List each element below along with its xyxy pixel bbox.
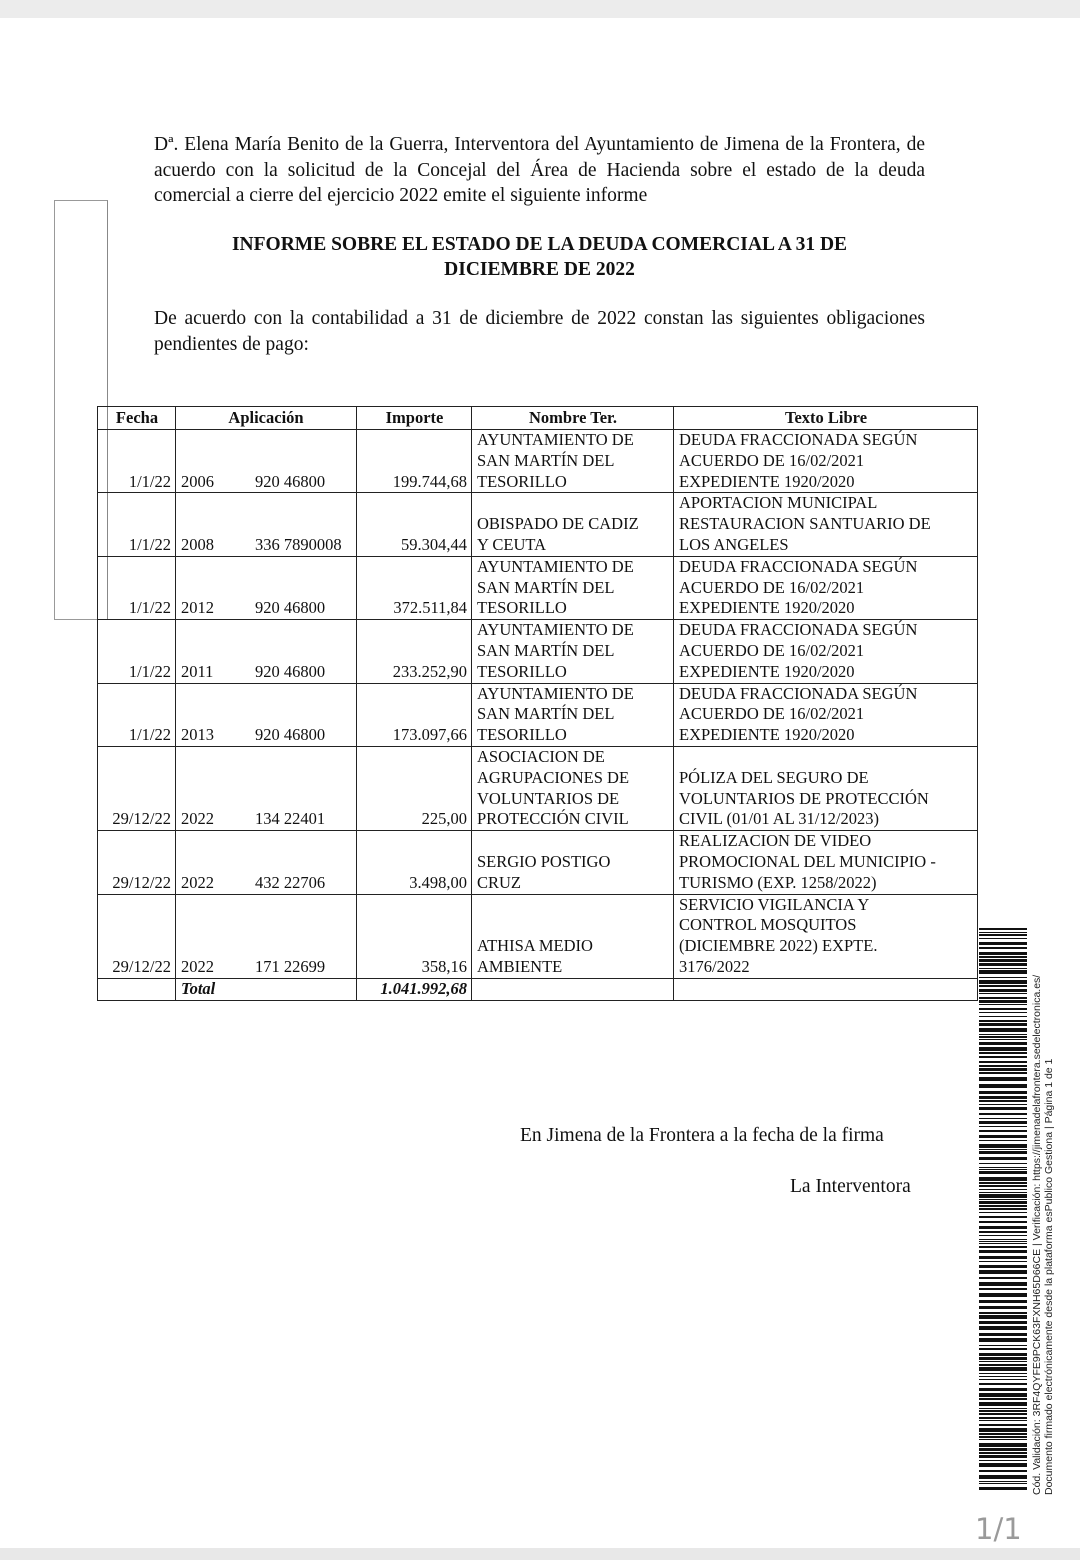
barcode-bar <box>979 1157 1027 1160</box>
barcode-bar <box>979 1189 1027 1190</box>
cell-aplicacion-year: 2008 <box>181 534 214 554</box>
cell-aplicacion-year: 2006 <box>181 471 214 491</box>
barcode-bar <box>979 1194 1027 1198</box>
barcode-bar <box>979 1130 1027 1132</box>
cell-fecha: 1/1/22 <box>98 556 176 619</box>
page-gap <box>0 1548 1080 1560</box>
barcode-bar <box>979 1241 1027 1242</box>
barcode-bar <box>979 1091 1027 1094</box>
cell-texto-line: VOLUNTARIOS DE PROTECCIÓN <box>679 788 929 808</box>
barcode-bar <box>979 956 1027 958</box>
barcode-bar <box>979 1373 1027 1374</box>
barcode-bar <box>979 1140 1027 1141</box>
cell-importe: 233.252,90 <box>357 620 472 683</box>
header-texto: Texto Libre <box>674 407 978 430</box>
barcode-bar <box>979 1221 1027 1223</box>
barcode-bar <box>979 1439 1027 1440</box>
page-indicator: 1/1 <box>975 1512 1022 1546</box>
cell-nombre-line: VOLUNTARIOS DE <box>477 788 620 808</box>
cell-texto-line: EXPEDIENTE 1920/2020 <box>679 598 855 618</box>
table-row <box>98 831 978 894</box>
barcode-bar <box>979 1036 1027 1038</box>
cell-aplicacion <box>176 430 357 493</box>
verification-line2: Documento firmado electrónicamente desde la plataforma esPublico Gestiona | Página 1 de 1 <box>1042 1058 1055 1495</box>
barcode-bar <box>979 1056 1027 1058</box>
total-label: Total <box>176 978 357 1000</box>
barcode-bar <box>979 1012 1027 1013</box>
cell-aplicacion-code: 920 46800 <box>255 471 326 491</box>
barcode-bar <box>979 1239 1027 1240</box>
barcode-bar <box>979 1028 1027 1032</box>
cell-texto-line: ACUERDO DE 16/02/2021 <box>679 704 865 724</box>
barcode-bar <box>979 1388 1027 1391</box>
cell-texto-line: RESTAURACION SANTUARIO DE <box>679 514 931 534</box>
barcode-bar <box>979 997 1027 999</box>
cell-aplicacion <box>176 831 357 894</box>
cell-nombre-line: TESORILLO <box>477 661 567 681</box>
pending-obligations-paragraph: De acuerdo con la contabilidad a 31 de diciembre de 2022 constan las siguientes obligaciones pendientes de pago: <box>154 308 925 355</box>
cell-aplicacion-year: 2011 <box>181 661 214 681</box>
barcode-bar <box>979 1246 1027 1248</box>
barcode-bar <box>979 1052 1027 1054</box>
barcode-bar <box>979 1034 1027 1035</box>
cell-texto-line: APORTACION MUNICIPAL <box>679 493 878 513</box>
cell-nombre-line: TESORILLO <box>477 725 567 745</box>
cell-nombre <box>472 746 674 830</box>
barcode-bar <box>979 1460 1027 1461</box>
cell-aplicacion <box>176 746 357 830</box>
cell-aplicacion-code: 336 7890008 <box>255 534 342 554</box>
cell-fecha: 1/1/22 <box>98 493 176 556</box>
barcode-bar <box>979 1243 1027 1244</box>
cell-nombre <box>472 683 674 746</box>
total-empty-cell <box>98 978 176 1000</box>
barcode-bar <box>979 1020 1027 1022</box>
barcode-bar <box>979 1481 1027 1482</box>
cell-nombre <box>472 620 674 683</box>
cell-nombre-line: PROTECCIÓN CIVIL <box>477 809 629 829</box>
barcode-bar <box>979 1265 1027 1268</box>
barcode-bar <box>979 1410 1027 1412</box>
cell-nombre-line: TESORILLO <box>477 598 567 618</box>
cell-texto-line: SERVICIO VIGILANCIA Y <box>679 894 870 914</box>
barcode-bar <box>979 1261 1027 1262</box>
barcode-bar <box>979 1448 1027 1451</box>
barcode-bar <box>979 1364 1027 1366</box>
report-title-line1: INFORME SOBRE EL ESTADO DE LA DEUDA COMERCIAL A 31 DE <box>231 234 848 255</box>
report-title-line2: DICIEMBRE DE 2022 <box>444 259 635 280</box>
barcode-bar <box>979 1177 1027 1181</box>
cell-aplicacion <box>176 493 357 556</box>
barcode-bar <box>979 1068 1027 1071</box>
table-row <box>98 620 978 683</box>
verification-text <box>1032 935 1055 1495</box>
barcode-bar <box>979 1039 1027 1040</box>
cell-nombre-line: OBISPADO DE CADIZ <box>477 514 639 534</box>
cell-aplicacion <box>176 894 357 978</box>
barcode-bar <box>979 1424 1027 1426</box>
barcode-bar <box>979 1118 1027 1119</box>
barcode-bar <box>979 1312 1027 1314</box>
barcode-bar <box>979 1072 1027 1074</box>
debt-table <box>97 406 978 1001</box>
cell-texto <box>674 746 978 830</box>
barcode-bar <box>979 985 1027 987</box>
barcode-bar <box>979 1151 1027 1154</box>
cell-fecha: 29/12/22 <box>98 831 176 894</box>
barcode-bar <box>979 1393 1027 1397</box>
barcode-bar <box>979 1408 1027 1409</box>
cell-importe: 358,16 <box>357 894 472 978</box>
barcode-bar <box>979 1235 1027 1236</box>
cell-aplicacion-year: 2022 <box>181 809 214 829</box>
header-aplicacion: Aplicación <box>176 407 357 430</box>
cell-importe: 173.097,66 <box>357 683 472 746</box>
barcode-bar <box>979 1226 1027 1229</box>
cell-aplicacion-year: 2022 <box>181 872 214 892</box>
barcode-bar <box>979 1201 1027 1204</box>
cell-aplicacion-code: 134 22401 <box>255 809 326 829</box>
barcode-bar <box>979 1205 1027 1207</box>
cell-nombre-line: AYUNTAMIENTO DE <box>477 430 634 449</box>
cell-aplicacion <box>176 683 357 746</box>
cell-fecha: 1/1/22 <box>98 620 176 683</box>
cell-nombre <box>472 493 674 556</box>
cell-nombre <box>472 430 674 493</box>
barcode-bar <box>979 1171 1027 1174</box>
header-nombre: Nombre Ter. <box>472 407 674 430</box>
table-row <box>98 894 978 978</box>
cell-texto-line: DEUDA FRACCIONADA SEGÚN <box>679 430 918 449</box>
report-title <box>154 232 925 282</box>
verification-line1: Cód. Validación: 3RF4QYFE9PCK63FXNH65D66CE | Verificación: https://jimenadelafrontera.sedelectronica.es/ <box>1031 974 1043 1495</box>
barcode-bar <box>979 1367 1027 1371</box>
barcode-bar <box>979 1463 1027 1467</box>
barcode-bar <box>979 1306 1027 1309</box>
barcode-bar <box>979 928 1027 930</box>
cell-texto-line: EXPEDIENTE 1920/2020 <box>679 725 855 745</box>
cell-texto-line: DEUDA FRACCIONADA SEGÚN <box>679 556 918 576</box>
cell-nombre-line: ATHISA MEDIO <box>477 936 593 956</box>
cell-fecha: 29/12/22 <box>98 746 176 830</box>
barcode-bar <box>979 1065 1027 1067</box>
cell-texto-line: DEUDA FRACCIONADA SEGÚN <box>679 683 918 703</box>
cell-importe: 225,00 <box>357 746 472 830</box>
barcode-bar <box>979 1433 1027 1435</box>
barcode-bar <box>979 1452 1027 1454</box>
barcode-bar <box>979 1333 1027 1336</box>
cell-importe: 199.744,68 <box>357 430 472 493</box>
barcode-bar <box>979 1047 1027 1051</box>
barcode-bar <box>979 1104 1027 1105</box>
barcode-bar <box>979 1487 1027 1490</box>
barcode-bar <box>979 1212 1027 1213</box>
barcode-bar <box>979 1293 1027 1297</box>
barcode-bar <box>979 1270 1027 1274</box>
barcode-bar <box>979 970 1027 974</box>
cell-aplicacion <box>176 620 357 683</box>
barcode-bar <box>979 1443 1027 1447</box>
header-importe: Importe <box>357 407 472 430</box>
barcode-bar <box>979 1096 1027 1099</box>
barcode-bar <box>979 1288 1027 1290</box>
barcode-bar <box>979 977 1027 978</box>
cell-texto <box>674 894 978 978</box>
total-row <box>98 978 978 1000</box>
barcode-bar <box>979 1182 1027 1184</box>
cell-texto-line: EXPEDIENTE 1920/2020 <box>679 661 855 681</box>
barcode-bar <box>979 1199 1027 1200</box>
cell-nombre <box>472 556 674 619</box>
barcode-bar <box>979 1417 1027 1419</box>
total-empty-cell <box>674 978 978 1000</box>
barcode-bar <box>979 934 1027 936</box>
barcode-bar <box>979 989 1027 992</box>
cell-texto-line: DEUDA FRACCIONADA SEGÚN <box>679 620 918 640</box>
barcode-bar <box>979 993 1027 994</box>
barcode-bar <box>979 952 1027 955</box>
cell-texto-line: CIVIL (01/01 AL 31/12/2023) <box>679 809 879 829</box>
barcode-bar <box>979 1169 1027 1170</box>
barcode-bar <box>979 1379 1027 1380</box>
barcode-bar <box>979 1277 1027 1279</box>
barcode-bar <box>979 1008 1027 1010</box>
cell-texto-line: PÓLIZA DEL SEGURO DE <box>679 767 869 787</box>
barcode-bar <box>979 1192 1027 1193</box>
total-value: 1.041.992,68 <box>357 978 472 1000</box>
cell-nombre-line: AYUNTAMIENTO DE <box>477 683 634 703</box>
cell-texto-line: CONTROL MOSQUITOS <box>679 915 857 935</box>
cell-fecha: 1/1/22 <box>98 683 176 746</box>
cell-aplicacion <box>176 556 357 619</box>
barcode-bar <box>979 1107 1027 1110</box>
barcode-bar <box>979 1061 1027 1063</box>
barcode-bar <box>979 932 1027 933</box>
barcode-bar <box>979 1353 1027 1356</box>
cell-aplicacion-code: 920 46800 <box>255 661 326 681</box>
validation-barcode <box>979 928 1027 1493</box>
cell-importe: 3.498,00 <box>357 831 472 894</box>
cell-texto-line: PROMOCIONAL DEL MUNICIPIO - <box>679 851 936 871</box>
cell-texto-line: TURISMO (EXP. 1258/2022) <box>679 872 877 892</box>
place-date: En Jimena de la Frontera a la fecha de la firma <box>520 1125 884 1146</box>
barcode-bar <box>979 1023 1027 1026</box>
table-header-row <box>98 407 978 430</box>
cell-texto-line: EXPEDIENTE 1920/2020 <box>679 471 855 491</box>
table-row <box>98 493 978 556</box>
barcode-bar <box>979 1135 1027 1138</box>
barcode-bar <box>979 1321 1027 1324</box>
barcode-bar <box>979 1121 1027 1124</box>
cell-texto-line: ACUERDO DE 16/02/2021 <box>679 640 865 660</box>
table-row <box>98 430 978 493</box>
table-row <box>98 746 978 830</box>
cell-nombre-line: AYUNTAMIENTO DE <box>477 620 634 640</box>
barcode-bar <box>979 1413 1027 1415</box>
cell-texto-line: ACUERDO DE 16/02/2021 <box>679 577 865 597</box>
cell-texto-line: 3176/2022 <box>679 956 750 976</box>
cell-nombre-line: SAN MARTÍN DEL <box>477 704 615 724</box>
barcode-bar <box>979 1338 1027 1342</box>
cell-nombre <box>472 894 674 978</box>
cell-nombre-line: SAN MARTÍN DEL <box>477 450 615 470</box>
barcode-bar <box>979 938 1027 939</box>
barcode-bar <box>979 1470 1027 1472</box>
cell-nombre-line: ASOCIACION DE <box>477 746 605 766</box>
barcode-bar <box>979 1004 1027 1005</box>
barcode-bar <box>979 1167 1027 1168</box>
barcode-bar <box>979 1420 1027 1421</box>
barcode-bar <box>979 1250 1027 1253</box>
signer-title: La Interventora <box>790 1176 911 1197</box>
cell-aplicacion-code: 432 22706 <box>255 872 326 892</box>
cell-nombre-line: AGRUPACIONES DE <box>477 767 630 787</box>
barcode-bar <box>979 1428 1027 1432</box>
barcode-bar <box>979 1326 1027 1330</box>
barcode-bar <box>979 1163 1027 1164</box>
barcode-bar <box>979 1042 1027 1045</box>
cell-aplicacion-year: 2013 <box>181 725 214 745</box>
barcode-bar <box>979 1144 1027 1148</box>
barcode-bar <box>979 1315 1027 1319</box>
barcode-bar <box>979 942 1027 945</box>
barcode-bar <box>979 1376 1027 1377</box>
cell-nombre-line: AMBIENTE <box>477 956 563 976</box>
barcode-bar <box>979 1361 1027 1362</box>
barcode-bar <box>979 1084 1027 1088</box>
total-empty-cell <box>472 978 674 1000</box>
cell-texto-line: (DICIEMBRE 2022) EXPTE. <box>679 936 878 956</box>
barcode-bar <box>979 1345 1027 1346</box>
barcode-bar <box>979 1231 1027 1233</box>
cell-texto-line: REALIZACION DE VIDEO <box>679 831 872 851</box>
cell-texto <box>674 683 978 746</box>
cell-aplicacion-code: 171 22699 <box>255 956 326 976</box>
cell-aplicacion-year: 2012 <box>181 598 214 618</box>
barcode-bar <box>979 1149 1027 1150</box>
cell-nombre-line: SAN MARTÍN DEL <box>477 577 615 597</box>
cell-nombre-line: SERGIO POSTIGO <box>477 851 611 871</box>
table-row <box>98 683 978 746</box>
barcode-bar <box>979 1113 1027 1115</box>
barcode-bar <box>979 963 1027 966</box>
cell-aplicacion-code: 920 46800 <box>255 598 326 618</box>
cell-texto <box>674 493 978 556</box>
barcode-bar <box>979 1208 1027 1210</box>
barcode-bar <box>979 1100 1027 1102</box>
barcode-bar <box>979 1185 1027 1187</box>
cell-aplicacion-year: 2022 <box>181 956 214 976</box>
cell-texto-line: LOS ANGELES <box>679 534 789 554</box>
barcode-bar <box>979 1357 1027 1360</box>
cell-texto <box>674 831 978 894</box>
intro-paragraph: Dª. Elena María Benito de la Guerra, Interventora del Ayuntamiento de Jimena de la Frontera, de acuerdo con la solicitud de la Concejal del Área de Hacienda sobre el estado de la deuda comercial a cierre del ejercicio 2022 emite el siguiente informe <box>154 134 925 206</box>
barcode-bar <box>979 1383 1027 1385</box>
cell-nombre-line: AYUNTAMIENTO DE <box>477 556 634 576</box>
table-row <box>98 556 978 619</box>
barcode-bar <box>979 1455 1027 1458</box>
barcode-bar <box>979 1483 1027 1484</box>
cell-texto <box>674 556 978 619</box>
barcode-bar <box>979 1216 1027 1218</box>
barcode-bar <box>979 1300 1027 1303</box>
barcode-bar <box>979 980 1027 984</box>
barcode-bar <box>979 1402 1027 1406</box>
barcode-bar <box>979 1016 1027 1017</box>
cell-aplicacion-code: 920 46800 <box>255 725 326 745</box>
barcode-bar <box>979 1475 1027 1479</box>
barcode-bar <box>979 1436 1027 1438</box>
header-fecha: Fecha <box>98 407 176 430</box>
cell-texto-line: ACUERDO DE 16/02/2021 <box>679 450 865 470</box>
cell-nombre-line: Y CEUTA <box>477 534 547 554</box>
cell-importe: 372.511,84 <box>357 556 472 619</box>
barcode-bar <box>979 1398 1027 1400</box>
barcode-bar <box>979 1077 1027 1081</box>
cell-nombre-line: TESORILLO <box>477 471 567 491</box>
cell-nombre-line: CRUZ <box>477 872 522 892</box>
barcode-bar <box>979 968 1027 969</box>
barcode-bar <box>979 1348 1027 1350</box>
cell-nombre-line: SAN MARTÍN DEL <box>477 640 615 660</box>
cell-nombre <box>472 831 674 894</box>
cell-texto <box>674 430 978 493</box>
cell-fecha: 1/1/22 <box>98 430 176 493</box>
barcode-bar <box>979 947 1027 949</box>
cell-importe: 59.304,44 <box>357 493 472 556</box>
barcode-bar <box>979 1126 1027 1127</box>
cell-texto <box>674 620 978 683</box>
barcode-bar <box>979 1256 1027 1259</box>
cell-fecha: 29/12/22 <box>98 894 176 978</box>
barcode-bar <box>979 1282 1027 1286</box>
barcode-bar <box>979 1000 1027 1003</box>
barcode-bar <box>979 959 1027 962</box>
